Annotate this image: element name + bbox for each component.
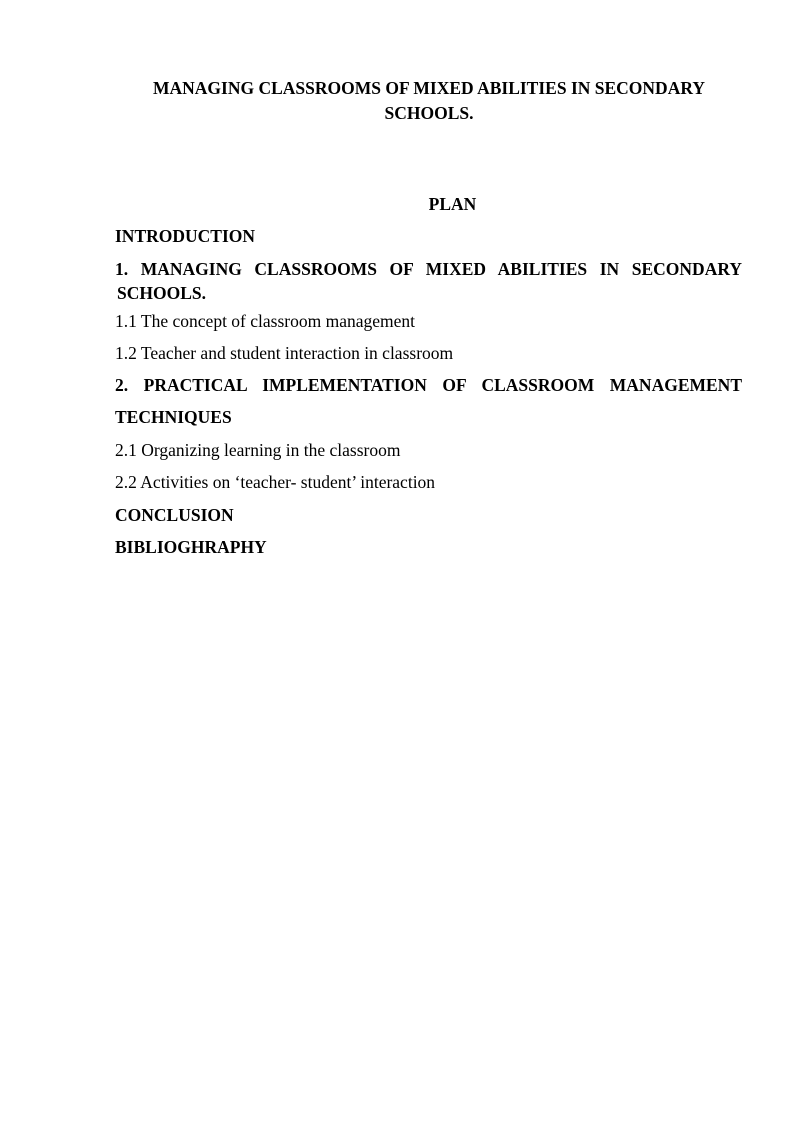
outline-section-2-line-1: 2. PRACTICAL IMPLEMENTATION OF CLASSROOM MANAGEMENT (115, 375, 742, 395)
outline-conclusion: CONCLUSION (115, 505, 234, 525)
outline-introduction: INTRODUCTION (115, 226, 256, 246)
outline-section-2-line-2: TECHNIQUES (115, 407, 232, 427)
document-title: MANAGING CLASSROOMS OF MIXED ABILITIES IN SECONDARY SCHOOLS. (152, 78, 705, 123)
outline-section-1-line-2: SCHOOLS. (117, 283, 206, 303)
outline-subsection-2-2: 2.2 Activities on ‘teacher- student’ interaction (115, 472, 436, 492)
outline-bibliography: BIBLIOGHRAPHY (115, 537, 267, 557)
outline-subsection-1-1: 1.1 The concept of classroom management (115, 311, 415, 331)
outline-section-1-line-1: 1. MANAGING CLASSROOMS OF MIXED ABILITIES IN SECONDARY (115, 259, 742, 279)
outline-subsection-1-2: 1.2 Teacher and student interaction in classroom (115, 343, 454, 363)
outline-subsection-2-1: 2.1 Organizing learning in the classroom (115, 440, 401, 460)
plan-heading: PLAN (428, 194, 477, 214)
